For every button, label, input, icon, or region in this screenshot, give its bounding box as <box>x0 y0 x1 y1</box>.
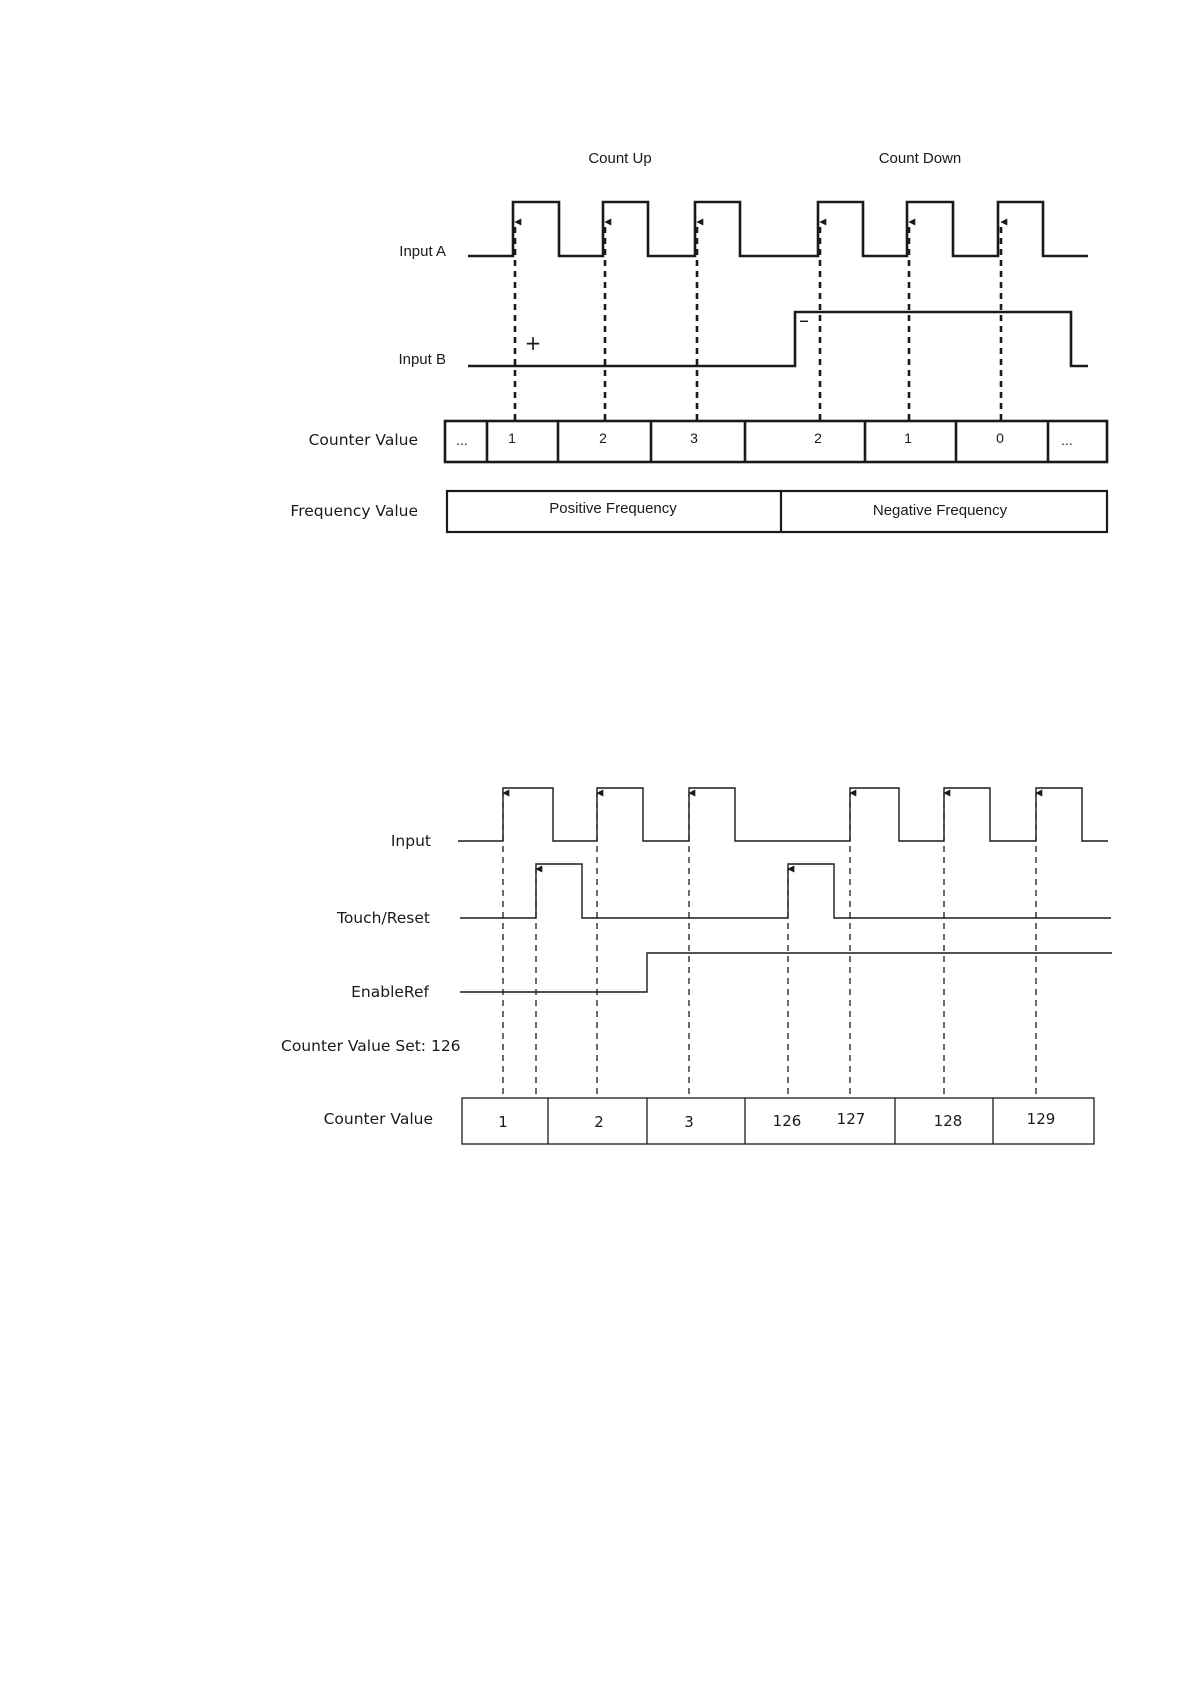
input-a-waveform <box>468 202 1088 256</box>
touch-reset-label: Touch/Reset <box>336 909 430 927</box>
edge-markers-2 <box>503 793 1036 1094</box>
count-down-header: Count Down <box>878 150 962 167</box>
counter-cell: 3 <box>690 430 698 446</box>
counter-cell: 128 <box>933 1112 963 1130</box>
plus-marker: + <box>524 331 542 355</box>
counter-cell: 2 <box>599 430 607 446</box>
counter-value-label: Counter Value <box>308 431 418 449</box>
counter-cell: ... <box>456 432 468 448</box>
count-up-header: Count Up <box>588 150 652 167</box>
counter-cell: ... <box>1061 432 1073 448</box>
counter-cell: 127 <box>836 1110 866 1128</box>
counter-value-row <box>445 421 1107 462</box>
counter-cell: 1 <box>498 1113 508 1131</box>
counter-cell: 3 <box>684 1113 694 1131</box>
input-waveform <box>458 788 1108 841</box>
quadrature-timing-diagram <box>290 150 1107 532</box>
counter-cell: 126 <box>772 1112 802 1130</box>
counter-cell: 0 <box>996 430 1004 446</box>
enable-ref-waveform <box>460 953 1112 992</box>
counter-cell: 1 <box>904 430 912 446</box>
positive-frequency-cell: Positive Frequency <box>549 500 677 517</box>
input-a-label: Input A <box>399 243 446 260</box>
frequency-value-row <box>447 491 1107 532</box>
input-label: Input <box>390 832 431 850</box>
edge-markers <box>515 222 1001 420</box>
input-b-label: Input B <box>398 351 446 368</box>
counter-cell: 2 <box>814 430 822 446</box>
touch-reset-waveform <box>460 864 1111 918</box>
counter-value-set-label: Counter Value Set: 126 <box>281 1037 461 1055</box>
counter-cell: 2 <box>594 1113 604 1131</box>
frequency-value-label: Frequency Value <box>290 502 418 520</box>
counter-cell: 129 <box>1026 1110 1056 1128</box>
minus-marker: – <box>799 308 809 332</box>
enable-ref-label: EnableRef <box>351 983 429 1001</box>
input-b-waveform <box>468 312 1088 366</box>
counter-value-label-2: Counter Value <box>323 1110 433 1128</box>
negative-frequency-cell: Negative Frequency <box>872 502 1008 519</box>
touch-reset-timing-diagram <box>281 788 1112 1144</box>
counter-cell: 1 <box>508 430 516 446</box>
